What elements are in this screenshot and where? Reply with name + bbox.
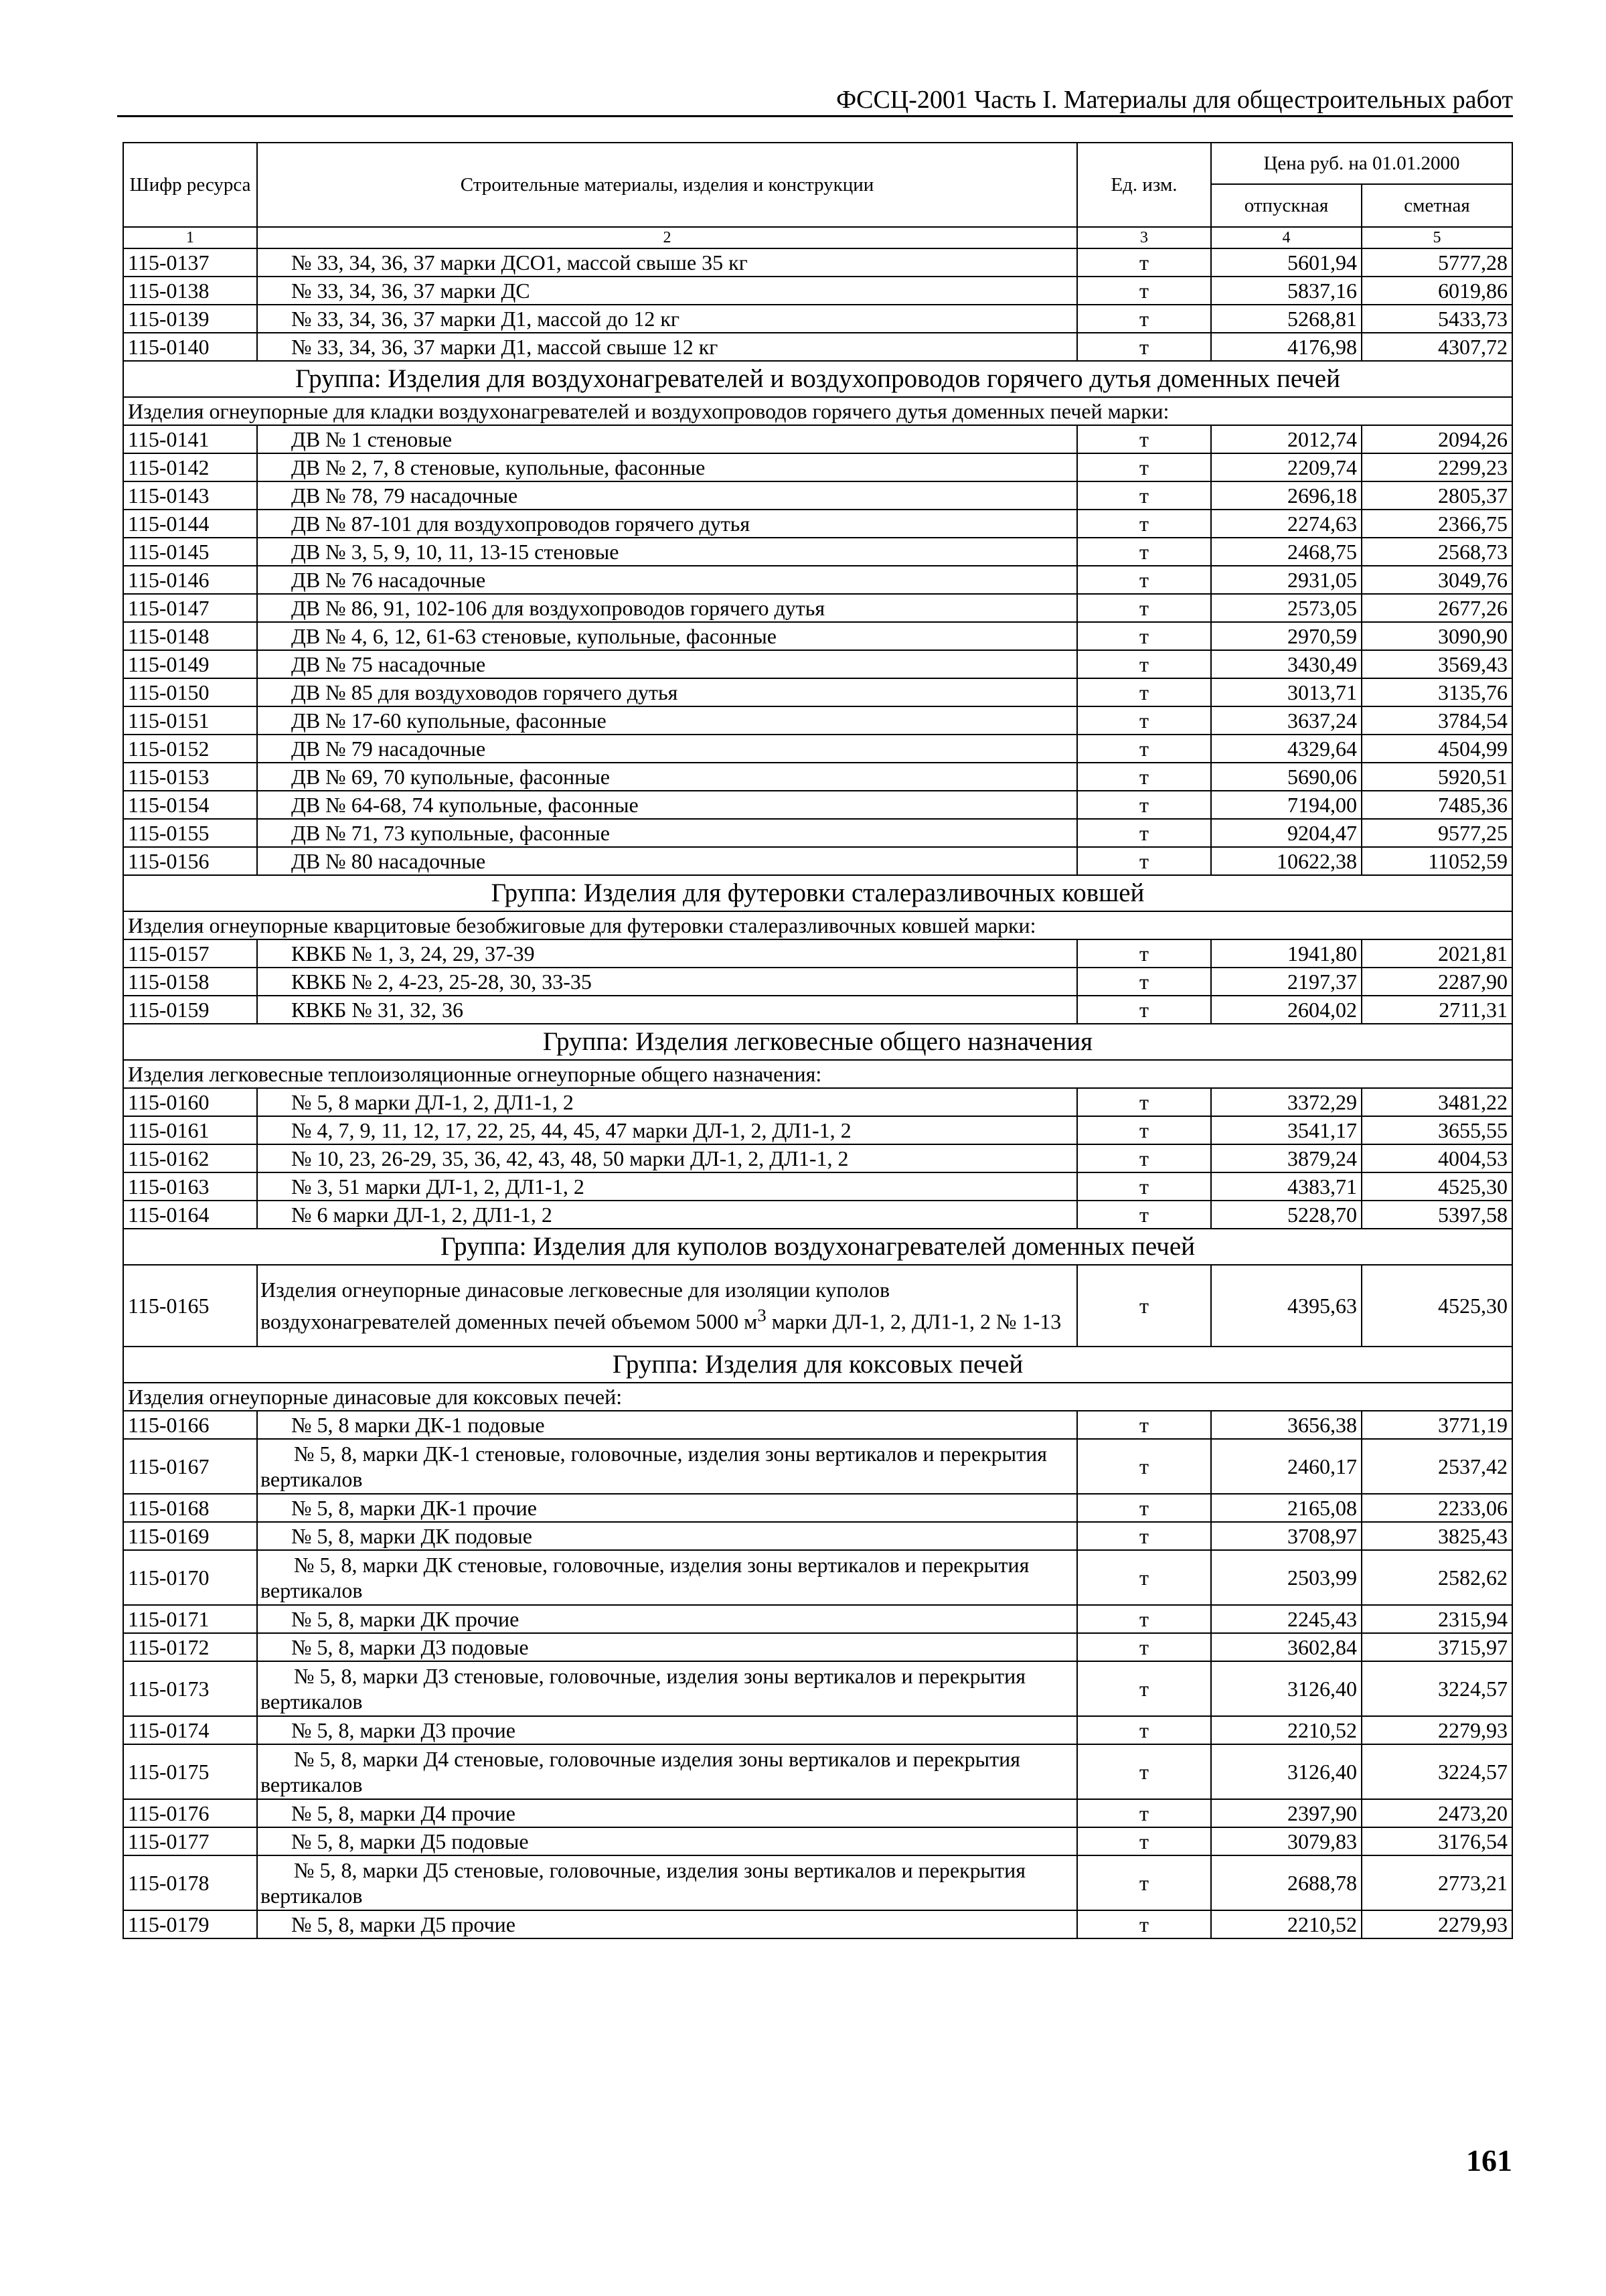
table-row xyxy=(123,1799,1512,1827)
table-row xyxy=(123,1265,1512,1347)
item-name: ДВ № 2, 7, 8 стеновые, купольные, фасонные xyxy=(257,453,1077,481)
group-subtitle: Изделия огнеупорные для кладки воздухонагревателей и воздухопроводов горячего дутья доменных печей марки: xyxy=(123,397,1512,425)
unit-cell: т xyxy=(1077,1411,1211,1439)
item-name: ДВ № 1 стеновые xyxy=(257,425,1077,453)
item-name: № 3, 51 марки ДЛ-1, 2, ДЛ1-1, 2 xyxy=(257,1172,1077,1201)
unit-cell: т xyxy=(1077,510,1211,538)
estimate-price: 3135,76 xyxy=(1362,678,1512,706)
release-price: 1941,80 xyxy=(1211,939,1362,968)
item-name: ДВ № 86, 91, 102-106 для воздухопроводов горячего дутья xyxy=(257,594,1077,622)
unit-cell: т xyxy=(1077,453,1211,481)
resource-code: 115-0147 xyxy=(123,594,257,622)
group-title-row xyxy=(123,1347,1512,1383)
table-row xyxy=(123,1605,1512,1633)
price-table xyxy=(123,142,1513,1939)
table-row xyxy=(123,1439,1512,1494)
table-row xyxy=(123,1827,1512,1855)
resource-code: 115-0145 xyxy=(123,538,257,566)
group-subtitle: Изделия огнеупорные динасовые для коксовых печей: xyxy=(123,1383,1512,1411)
release-price: 3372,29 xyxy=(1211,1088,1362,1116)
resource-code: 115-0144 xyxy=(123,510,257,538)
unit-cell: т xyxy=(1077,706,1211,735)
resource-code: 115-0175 xyxy=(123,1744,257,1799)
estimate-price: 5397,58 xyxy=(1362,1201,1512,1229)
unit-cell: т xyxy=(1077,650,1211,678)
unit-cell: т xyxy=(1077,1910,1211,1938)
unit-cell: т xyxy=(1077,1201,1211,1229)
release-price: 2012,74 xyxy=(1211,425,1362,453)
release-price: 3430,49 xyxy=(1211,650,1362,678)
estimate-price: 2299,23 xyxy=(1362,453,1512,481)
column-number: 1 xyxy=(123,227,257,248)
unit-cell: т xyxy=(1077,1605,1211,1633)
estimate-price: 2287,90 xyxy=(1362,968,1512,996)
resource-code: 115-0163 xyxy=(123,1172,257,1201)
release-price: 4176,98 xyxy=(1211,333,1362,361)
unit-cell: т xyxy=(1077,566,1211,594)
table-row xyxy=(123,650,1512,678)
table-row xyxy=(123,819,1512,847)
resource-code: 115-0168 xyxy=(123,1494,257,1522)
resource-code: 115-0172 xyxy=(123,1633,257,1661)
release-price: 2165,08 xyxy=(1211,1494,1362,1522)
table-row xyxy=(123,735,1512,763)
unit-cell: т xyxy=(1077,791,1211,819)
estimate-price: 11052,59 xyxy=(1362,847,1512,875)
release-price: 2197,37 xyxy=(1211,968,1362,996)
estimate-price: 3784,54 xyxy=(1362,706,1512,735)
column-number: 2 xyxy=(257,227,1077,248)
estimate-price: 2021,81 xyxy=(1362,939,1512,968)
item-name: № 5, 8, марки Д5 подовые xyxy=(257,1827,1077,1855)
estimate-price: 3224,57 xyxy=(1362,1744,1512,1799)
column-number: 3 xyxy=(1077,227,1211,248)
release-price: 2931,05 xyxy=(1211,566,1362,594)
table-row xyxy=(123,333,1512,361)
table-row xyxy=(123,1201,1512,1229)
estimate-price: 3569,43 xyxy=(1362,650,1512,678)
unit-cell: т xyxy=(1077,1088,1211,1116)
unit-cell: т xyxy=(1077,1744,1211,1799)
release-price: 2573,05 xyxy=(1211,594,1362,622)
table-row xyxy=(123,594,1512,622)
table-row xyxy=(123,622,1512,650)
estimate-price: 4004,53 xyxy=(1362,1144,1512,1172)
estimate-price: 2773,21 xyxy=(1362,1855,1512,1910)
unit-cell: т xyxy=(1077,1855,1211,1910)
item-name: № 33, 34, 36, 37 марки ДС xyxy=(257,277,1077,305)
item-name: ДВ № 75 насадочные xyxy=(257,650,1077,678)
estimate-price: 2279,93 xyxy=(1362,1716,1512,1744)
unit-cell: т xyxy=(1077,248,1211,277)
release-price: 3126,40 xyxy=(1211,1744,1362,1799)
estimate-price: 5920,51 xyxy=(1362,763,1512,791)
item-name: № 6 марки ДЛ-1, 2, ДЛ1-1, 2 xyxy=(257,1201,1077,1229)
release-price: 3541,17 xyxy=(1211,1116,1362,1144)
item-name: ДВ № 87-101 для воздухопроводов горячего дутья xyxy=(257,510,1077,538)
estimate-price: 2279,93 xyxy=(1362,1910,1512,1938)
table-row xyxy=(123,1411,1512,1439)
table-row xyxy=(123,510,1512,538)
item-name: № 5, 8, марки Д3 стеновые, головочные, изделия зоны вертикалов и перекрытия вертикалов xyxy=(257,1661,1077,1716)
table-row xyxy=(123,1088,1512,1116)
table-row xyxy=(123,1116,1512,1144)
resource-code: 115-0141 xyxy=(123,425,257,453)
unit-cell: т xyxy=(1077,1265,1211,1347)
release-price: 9204,47 xyxy=(1211,819,1362,847)
group-title: Группа: Изделия для куполов воздухонагревателей доменных печей xyxy=(123,1229,1512,1265)
item-name: № 5, 8, марки Д3 прочие xyxy=(257,1716,1077,1744)
resource-code: 115-0156 xyxy=(123,847,257,875)
item-name: ДВ № 78, 79 насадочные xyxy=(257,481,1077,510)
unit-cell: т xyxy=(1077,1827,1211,1855)
unit-cell: т xyxy=(1077,1799,1211,1827)
estimate-price: 2677,26 xyxy=(1362,594,1512,622)
group-subtitle-row xyxy=(123,1060,1512,1088)
unit-cell: т xyxy=(1077,425,1211,453)
item-name: ДВ № 64-68, 74 купольные, фасонные xyxy=(257,791,1077,819)
release-price: 3637,24 xyxy=(1211,706,1362,735)
release-price: 2604,02 xyxy=(1211,996,1362,1024)
group-title: Группа: Изделия для футеровки сталеразливочных ковшей xyxy=(123,875,1512,911)
group-subtitle: Изделия легковесные теплоизоляционные огнеупорные общего назначения: xyxy=(123,1060,1512,1088)
item-name: КВКБ № 2, 4-23, 25-28, 30, 33-35 xyxy=(257,968,1077,996)
table-row xyxy=(123,678,1512,706)
table-row xyxy=(123,847,1512,875)
release-price: 3602,84 xyxy=(1211,1633,1362,1661)
estimate-price: 3176,54 xyxy=(1362,1827,1512,1855)
release-price: 4329,64 xyxy=(1211,735,1362,763)
resource-code: 115-0171 xyxy=(123,1605,257,1633)
release-price: 3708,97 xyxy=(1211,1522,1362,1550)
release-price: 2970,59 xyxy=(1211,622,1362,650)
unit-cell: т xyxy=(1077,1522,1211,1550)
unit-cell: т xyxy=(1077,1716,1211,1744)
release-price: 2460,17 xyxy=(1211,1439,1362,1494)
header-estimate-price: сметная xyxy=(1362,184,1512,227)
estimate-price: 2366,75 xyxy=(1362,510,1512,538)
release-price: 2503,99 xyxy=(1211,1550,1362,1605)
item-name: № 33, 34, 36, 37 марки Д1, массой до 12 кг xyxy=(257,305,1077,333)
release-price: 2688,78 xyxy=(1211,1855,1362,1910)
release-price: 4383,71 xyxy=(1211,1172,1362,1201)
header-unit: Ед. изм. xyxy=(1077,143,1211,227)
estimate-price: 3090,90 xyxy=(1362,622,1512,650)
item-name: КВКБ № 1, 3, 24, 29, 37-39 xyxy=(257,939,1077,968)
resource-code: 115-0157 xyxy=(123,939,257,968)
table-row xyxy=(123,1633,1512,1661)
estimate-price: 2805,37 xyxy=(1362,481,1512,510)
unit-cell: т xyxy=(1077,1439,1211,1494)
item-name: № 5, 8, марки Д5 стеновые, головочные, изделия зоны вертикалов и перекрытия вертикалов xyxy=(257,1855,1077,1910)
item-name-part: Изделия огнеупорные динасовые легковесные для изоляции куполов воздухонагревателей доменных печей объемом 5000 м xyxy=(260,1278,890,1334)
group-title-row xyxy=(123,875,1512,911)
item-name: КВКБ № 31, 32, 36 xyxy=(257,996,1077,1024)
estimate-price: 2473,20 xyxy=(1362,1799,1512,1827)
header-name: Строительные материалы, изделия и конструкции xyxy=(257,143,1077,227)
group-title: Группа: Изделия легковесные общего назначения xyxy=(123,1024,1512,1060)
table-row xyxy=(123,425,1512,453)
item-name: № 5, 8, марки ДК-1 прочие xyxy=(257,1494,1077,1522)
estimate-price: 2094,26 xyxy=(1362,425,1512,453)
resource-code: 115-0174 xyxy=(123,1716,257,1744)
resource-code: 115-0146 xyxy=(123,566,257,594)
release-price: 5837,16 xyxy=(1211,277,1362,305)
estimate-price: 6019,86 xyxy=(1362,277,1512,305)
group-subtitle-row xyxy=(123,1383,1512,1411)
item-name: ДВ № 71, 73 купольные, фасонные xyxy=(257,819,1077,847)
resource-code: 115-0162 xyxy=(123,1144,257,1172)
item-name: ДВ № 17-60 купольные, фасонные xyxy=(257,706,1077,735)
estimate-price: 2233,06 xyxy=(1362,1494,1512,1522)
resource-code: 115-0143 xyxy=(123,481,257,510)
resource-code: 115-0167 xyxy=(123,1439,257,1494)
table-row xyxy=(123,763,1512,791)
item-name xyxy=(257,1265,1077,1347)
release-price: 2696,18 xyxy=(1211,481,1362,510)
item-name: ДВ № 85 для воздуховодов горячего дутья xyxy=(257,678,1077,706)
unit-cell: т xyxy=(1077,622,1211,650)
estimate-price: 3771,19 xyxy=(1362,1411,1512,1439)
estimate-price: 5777,28 xyxy=(1362,248,1512,277)
unit-cell: т xyxy=(1077,763,1211,791)
release-price: 5268,81 xyxy=(1211,305,1362,333)
item-name: ДВ № 4, 6, 12, 61-63 стеновые, купольные, фасонные xyxy=(257,622,1077,650)
resource-code: 115-0160 xyxy=(123,1088,257,1116)
estimate-price: 3224,57 xyxy=(1362,1661,1512,1716)
estimate-price: 3825,43 xyxy=(1362,1522,1512,1550)
release-price: 3126,40 xyxy=(1211,1661,1362,1716)
release-price: 3879,24 xyxy=(1211,1144,1362,1172)
item-name: ДВ № 80 насадочные xyxy=(257,847,1077,875)
resource-code: 115-0179 xyxy=(123,1910,257,1938)
group-title-row xyxy=(123,1229,1512,1265)
resource-code: 115-0153 xyxy=(123,763,257,791)
item-name: № 5, 8, марки ДК подовые xyxy=(257,1522,1077,1550)
unit-cell: т xyxy=(1077,481,1211,510)
item-name: № 5, 8 марки ДЛ-1, 2, ДЛ1-1, 2 xyxy=(257,1088,1077,1116)
resource-code: 115-0154 xyxy=(123,791,257,819)
table-row xyxy=(123,1172,1512,1201)
resource-code: 115-0165 xyxy=(123,1265,257,1347)
estimate-price: 5433,73 xyxy=(1362,305,1512,333)
resource-code: 115-0170 xyxy=(123,1550,257,1605)
resource-code: 115-0176 xyxy=(123,1799,257,1827)
release-price: 5601,94 xyxy=(1211,248,1362,277)
item-name: ДВ № 69, 70 купольные, фасонные xyxy=(257,763,1077,791)
estimate-price: 2568,73 xyxy=(1362,538,1512,566)
table-row xyxy=(123,1744,1512,1799)
unit-cell: т xyxy=(1077,1144,1211,1172)
group-title-row xyxy=(123,361,1512,397)
table-row xyxy=(123,1855,1512,1910)
unit-cell: т xyxy=(1077,277,1211,305)
item-name: № 10, 23, 26-29, 35, 36, 42, 43, 48, 50 марки ДЛ-1, 2, ДЛ1-1, 2 xyxy=(257,1144,1077,1172)
release-price: 10622,38 xyxy=(1211,847,1362,875)
resource-code: 115-0155 xyxy=(123,819,257,847)
item-name: № 5, 8, марки Д5 прочие xyxy=(257,1910,1077,1938)
unit-cell: т xyxy=(1077,819,1211,847)
column-number: 4 xyxy=(1211,227,1362,248)
table-row xyxy=(123,1550,1512,1605)
resource-code: 115-0178 xyxy=(123,1855,257,1910)
estimate-price: 2711,31 xyxy=(1362,996,1512,1024)
resource-code: 115-0152 xyxy=(123,735,257,763)
release-price: 5228,70 xyxy=(1211,1201,1362,1229)
table-row xyxy=(123,706,1512,735)
table-row xyxy=(123,277,1512,305)
unit-cell: т xyxy=(1077,1494,1211,1522)
item-name: № 5, 8 марки ДК-1 подовые xyxy=(257,1411,1077,1439)
table-row xyxy=(123,1716,1512,1744)
header-release-price: отпускная xyxy=(1211,184,1362,227)
unit-cell: т xyxy=(1077,735,1211,763)
release-price: 7194,00 xyxy=(1211,791,1362,819)
table-row xyxy=(123,1910,1512,1938)
release-price: 2274,63 xyxy=(1211,510,1362,538)
table-row xyxy=(123,996,1512,1024)
resource-code: 115-0166 xyxy=(123,1411,257,1439)
header-rule xyxy=(117,115,1513,117)
resource-code: 115-0169 xyxy=(123,1522,257,1550)
item-name: № 5, 8, марки ДК-1 стеновые, головочные, изделия зоны вертикалов и перекрытия вертикалов xyxy=(257,1439,1077,1494)
release-price: 2245,43 xyxy=(1211,1605,1362,1633)
resource-code: 115-0173 xyxy=(123,1661,257,1716)
estimate-price: 4504,99 xyxy=(1362,735,1512,763)
item-name: № 33, 34, 36, 37 марки Д1, массой свыше 12 кг xyxy=(257,333,1077,361)
estimate-price: 2582,62 xyxy=(1362,1550,1512,1605)
release-price: 2210,52 xyxy=(1211,1910,1362,1938)
unit-cell: т xyxy=(1077,1661,1211,1716)
estimate-price: 2537,42 xyxy=(1362,1439,1512,1494)
release-price: 5690,06 xyxy=(1211,763,1362,791)
unit-cell: т xyxy=(1077,1172,1211,1201)
header-price: Цена руб. на 01.01.2000 xyxy=(1211,143,1512,184)
estimate-price: 4525,30 xyxy=(1362,1265,1512,1347)
item-name: № 5, 8, марки ДК прочие xyxy=(257,1605,1077,1633)
unit-cell: т xyxy=(1077,594,1211,622)
release-price: 4395,63 xyxy=(1211,1265,1362,1347)
estimate-price: 3481,22 xyxy=(1362,1088,1512,1116)
table-row xyxy=(123,968,1512,996)
unit-cell: т xyxy=(1077,333,1211,361)
release-price: 2209,74 xyxy=(1211,453,1362,481)
group-subtitle: Изделия огнеупорные кварцитовые безобжиговые для футеровки сталеразливочных ковшей марки: xyxy=(123,911,1512,939)
column-number: 5 xyxy=(1362,227,1512,248)
unit-cell: т xyxy=(1077,847,1211,875)
unit-cell: т xyxy=(1077,1633,1211,1661)
running-head: ФССЦ-2001 Часть I. Материалы для общестроительных работ xyxy=(836,86,1513,114)
release-price: 3656,38 xyxy=(1211,1411,1362,1439)
resource-code: 115-0159 xyxy=(123,996,257,1024)
resource-code: 115-0177 xyxy=(123,1827,257,1855)
estimate-price: 7485,36 xyxy=(1362,791,1512,819)
resource-code: 115-0149 xyxy=(123,650,257,678)
resource-code: 115-0148 xyxy=(123,622,257,650)
group-title: Группа: Изделия для воздухонагревателей и воздухопроводов горячего дутья доменных печей xyxy=(123,361,1512,397)
unit-cell: т xyxy=(1077,996,1211,1024)
resource-code: 115-0151 xyxy=(123,706,257,735)
page-number: 161 xyxy=(1466,2143,1512,2177)
resource-code: 115-0161 xyxy=(123,1116,257,1144)
table-row xyxy=(123,791,1512,819)
table-row xyxy=(123,305,1512,333)
item-name: № 5, 8, марки ДК стеновые, головочные, изделия зоны вертикалов и перекрытия вертикалов xyxy=(257,1550,1077,1605)
resource-code: 115-0138 xyxy=(123,277,257,305)
table-row xyxy=(123,566,1512,594)
item-name: ДВ № 3, 5, 9, 10, 11, 13-15 стеновые xyxy=(257,538,1077,566)
table-row xyxy=(123,481,1512,510)
table-row xyxy=(123,538,1512,566)
table-row xyxy=(123,1522,1512,1550)
resource-code: 115-0140 xyxy=(123,333,257,361)
resource-code: 115-0137 xyxy=(123,248,257,277)
group-subtitle-row xyxy=(123,397,1512,425)
group-title-row xyxy=(123,1024,1512,1060)
resource-code: 115-0139 xyxy=(123,305,257,333)
unit-cell: т xyxy=(1077,939,1211,968)
item-name: № 4, 7, 9, 11, 12, 17, 22, 25, 44, 45, 47 марки ДЛ-1, 2, ДЛ1-1, 2 xyxy=(257,1116,1077,1144)
release-price: 2210,52 xyxy=(1211,1716,1362,1744)
estimate-price: 9577,25 xyxy=(1362,819,1512,847)
estimate-price: 3715,97 xyxy=(1362,1633,1512,1661)
table-body xyxy=(123,248,1512,1938)
table-row xyxy=(123,248,1512,277)
table-row xyxy=(123,1661,1512,1716)
table-row xyxy=(123,1144,1512,1172)
table-row xyxy=(123,453,1512,481)
unit-cell: т xyxy=(1077,968,1211,996)
release-price: 2397,90 xyxy=(1211,1799,1362,1827)
item-name-part: марки ДЛ-1, 2, ДЛ1-1, 2 № 1-13 xyxy=(766,1309,1062,1334)
unit-cell: т xyxy=(1077,538,1211,566)
group-title: Группа: Изделия для коксовых печей xyxy=(123,1347,1512,1383)
estimate-price: 2315,94 xyxy=(1362,1605,1512,1633)
release-price: 2468,75 xyxy=(1211,538,1362,566)
resource-code: 115-0150 xyxy=(123,678,257,706)
unit-cell: т xyxy=(1077,1550,1211,1605)
superscript-unit: 3 xyxy=(757,1305,767,1326)
item-name: № 33, 34, 36, 37 марки ДСО1, массой свыше 35 кг xyxy=(257,248,1077,277)
estimate-price: 4307,72 xyxy=(1362,333,1512,361)
estimate-price: 4525,30 xyxy=(1362,1172,1512,1201)
resource-code: 115-0142 xyxy=(123,453,257,481)
unit-cell: т xyxy=(1077,678,1211,706)
group-subtitle-row xyxy=(123,911,1512,939)
unit-cell: т xyxy=(1077,305,1211,333)
item-name: № 5, 8, марки Д4 стеновые, головочные изделия зоны вертикалов и перекрытия вертикалов xyxy=(257,1744,1077,1799)
unit-cell: т xyxy=(1077,1116,1211,1144)
header-code: Шифр ресурса xyxy=(123,143,257,227)
estimate-price: 3049,76 xyxy=(1362,566,1512,594)
item-name: № 5, 8, марки Д4 прочие xyxy=(257,1799,1077,1827)
resource-code: 115-0158 xyxy=(123,968,257,996)
column-numbers-row xyxy=(123,227,1512,248)
release-price: 3079,83 xyxy=(1211,1827,1362,1855)
resource-code: 115-0164 xyxy=(123,1201,257,1229)
item-name: ДВ № 76 насадочные xyxy=(257,566,1077,594)
table-row xyxy=(123,939,1512,968)
item-name: № 5, 8, марки Д3 подовые xyxy=(257,1633,1077,1661)
table-row xyxy=(123,1494,1512,1522)
release-price: 3013,71 xyxy=(1211,678,1362,706)
estimate-price: 3655,55 xyxy=(1362,1116,1512,1144)
item-name: ДВ № 79 насадочные xyxy=(257,735,1077,763)
